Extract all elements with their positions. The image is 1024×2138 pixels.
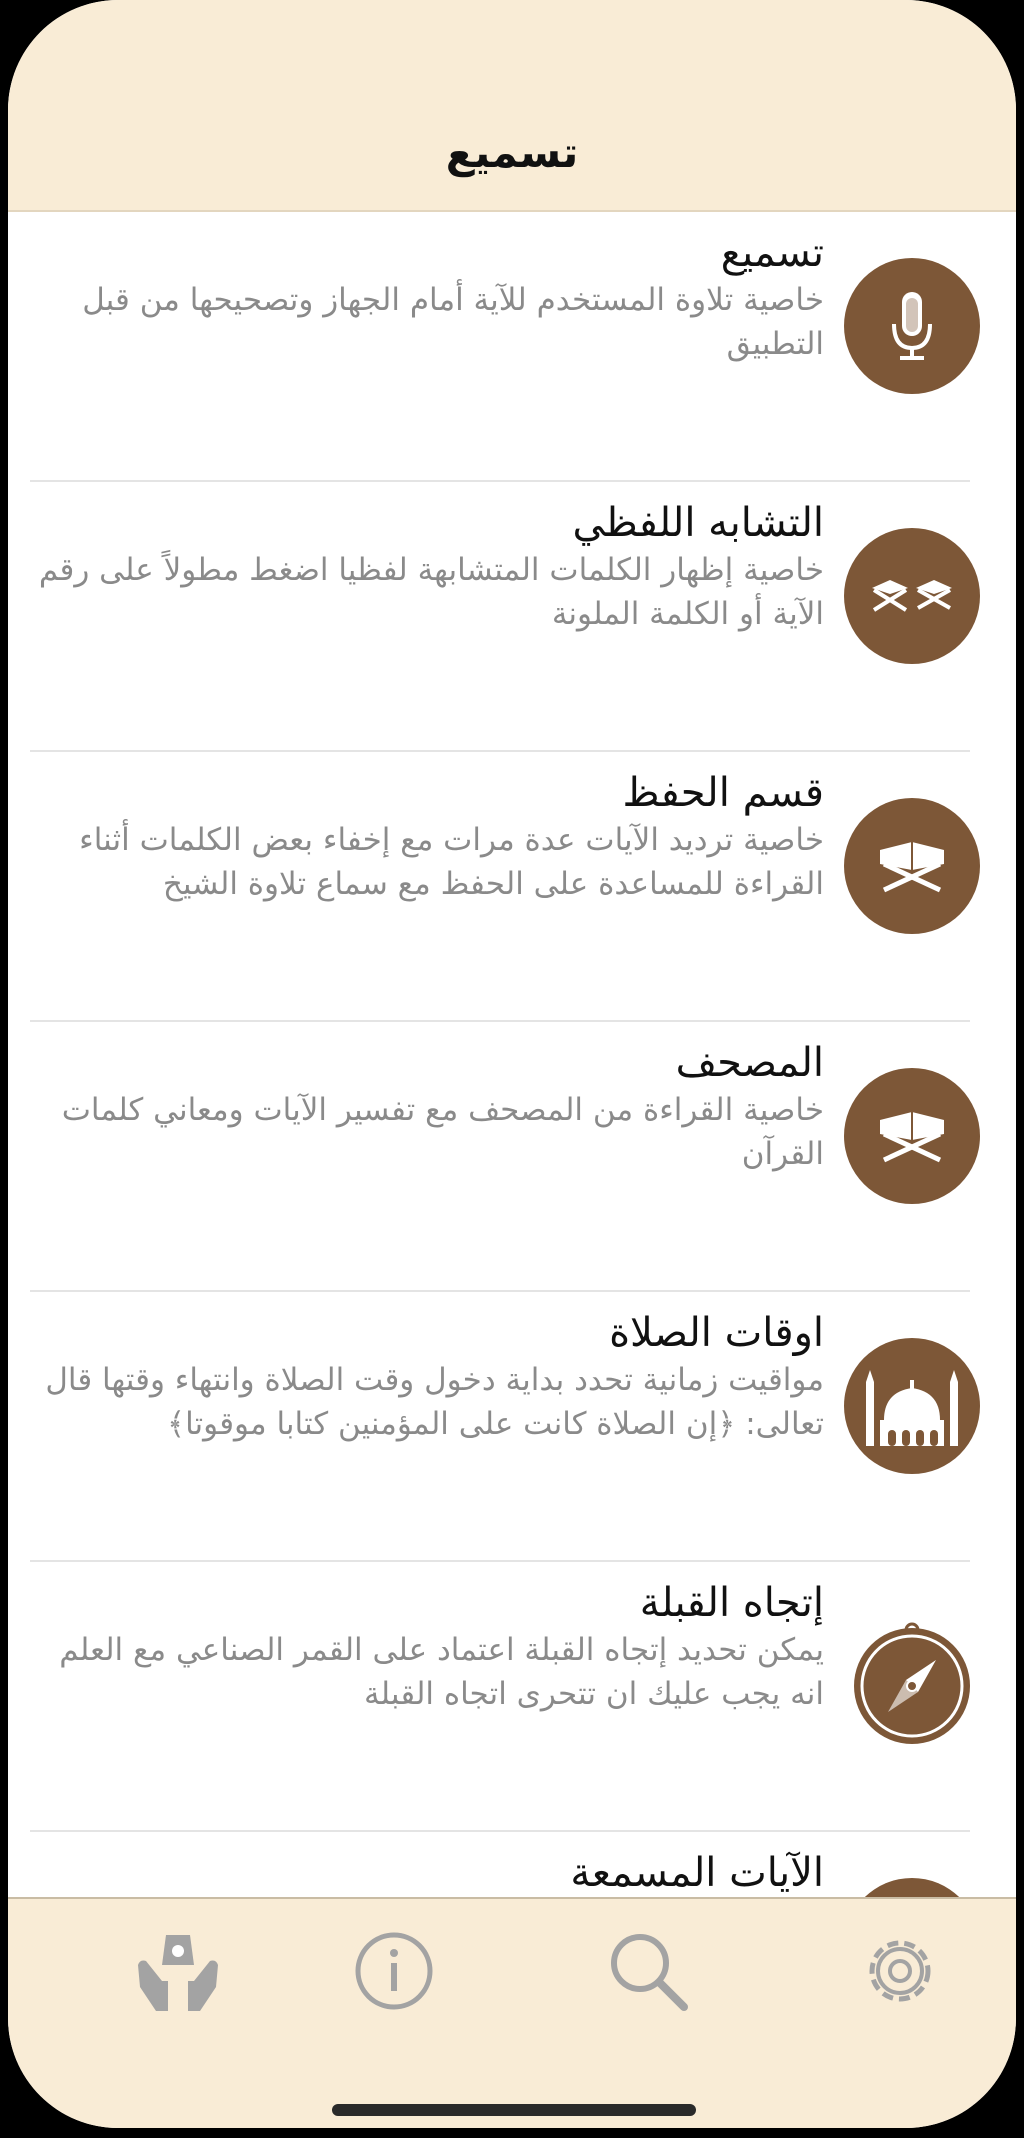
list-item-qibla-direction[interactable] xyxy=(8,1562,1016,1832)
quran-stand-icon xyxy=(844,1068,980,1204)
feature-list[interactable] xyxy=(8,212,1016,1897)
settings-gear-icon xyxy=(850,1921,950,2021)
list-item-similar-wording[interactable] xyxy=(8,482,1016,752)
info-icon xyxy=(344,1921,444,2021)
item-title: المصحف xyxy=(675,1040,824,1086)
item-title: إتجاه القبلة xyxy=(639,1580,824,1626)
page-title: تسميع xyxy=(445,128,579,177)
item-description: خاصية تلاوة المستخدم للآية أمام الجهاز وتصحيحها من قبل التطبيق xyxy=(82,282,824,362)
item-title: التشابه اللفظي xyxy=(572,500,824,546)
item-description: خاصية إظهار الكلمات المتشابهة لفظيا اضغط مطولاً على رقم الآية أو الكلمة الملونة xyxy=(38,552,824,632)
item-description: خاصية ترديد الآيات عدة مرات مع إخفاء بعض الكلمات أثناء القراءة للمساعدة على الحفظ مع سماع تلاوة الشيخ xyxy=(79,822,824,902)
item-description: مواقيت زمانية تحدد بداية دخول وقت الصلاة وانتهاء وقتها قال تعالى: ﴿إن الصلاة كانت على المؤمنين كتابا موقوتا﴾ xyxy=(45,1362,824,1442)
item-title: تسميع xyxy=(720,230,824,276)
list-item-prayer-times[interactable] xyxy=(8,1292,1016,1562)
two-open-books-icon xyxy=(844,528,980,664)
navigation-bar xyxy=(8,0,1016,212)
item-description: يمكن تحديد إتجاه القبلة اعتماد على القمر الصناعي مع العلم انه يجب عليك ان تتحرى اتجاه القبلة xyxy=(59,1632,824,1712)
item-title: اوقات الصلاة xyxy=(609,1310,824,1356)
search-icon xyxy=(598,1921,698,2021)
item-title: قسم الحفظ xyxy=(622,770,824,816)
item-title: الآيات المسمعة xyxy=(570,1850,824,1896)
tab-bar xyxy=(8,1897,1016,2128)
microphone-icon xyxy=(844,258,980,394)
tab-search[interactable] xyxy=(598,1921,698,2021)
tab-donate[interactable] xyxy=(128,1921,228,2021)
donate-hands-icon xyxy=(128,1921,228,2021)
list-item-recited-verses[interactable] xyxy=(8,1832,1016,1897)
mosque-icon xyxy=(844,1338,980,1474)
home-indicator[interactable] xyxy=(332,2104,696,2116)
app-screen xyxy=(8,0,1016,2128)
quran-stand-icon xyxy=(844,798,980,934)
item-description: خاصية القراءة من المصحف مع تفسير الآيات ومعاني كلمات القرآن xyxy=(61,1092,824,1172)
compass-icon xyxy=(844,1608,980,1744)
list-item-memorization[interactable] xyxy=(8,752,1016,1022)
tab-settings[interactable] xyxy=(850,1921,950,2021)
tab-info[interactable] xyxy=(344,1921,444,2021)
circle-icon xyxy=(844,1878,980,1897)
list-item-mushaf[interactable] xyxy=(8,1022,1016,1292)
list-item-tasmee[interactable] xyxy=(8,212,1016,482)
